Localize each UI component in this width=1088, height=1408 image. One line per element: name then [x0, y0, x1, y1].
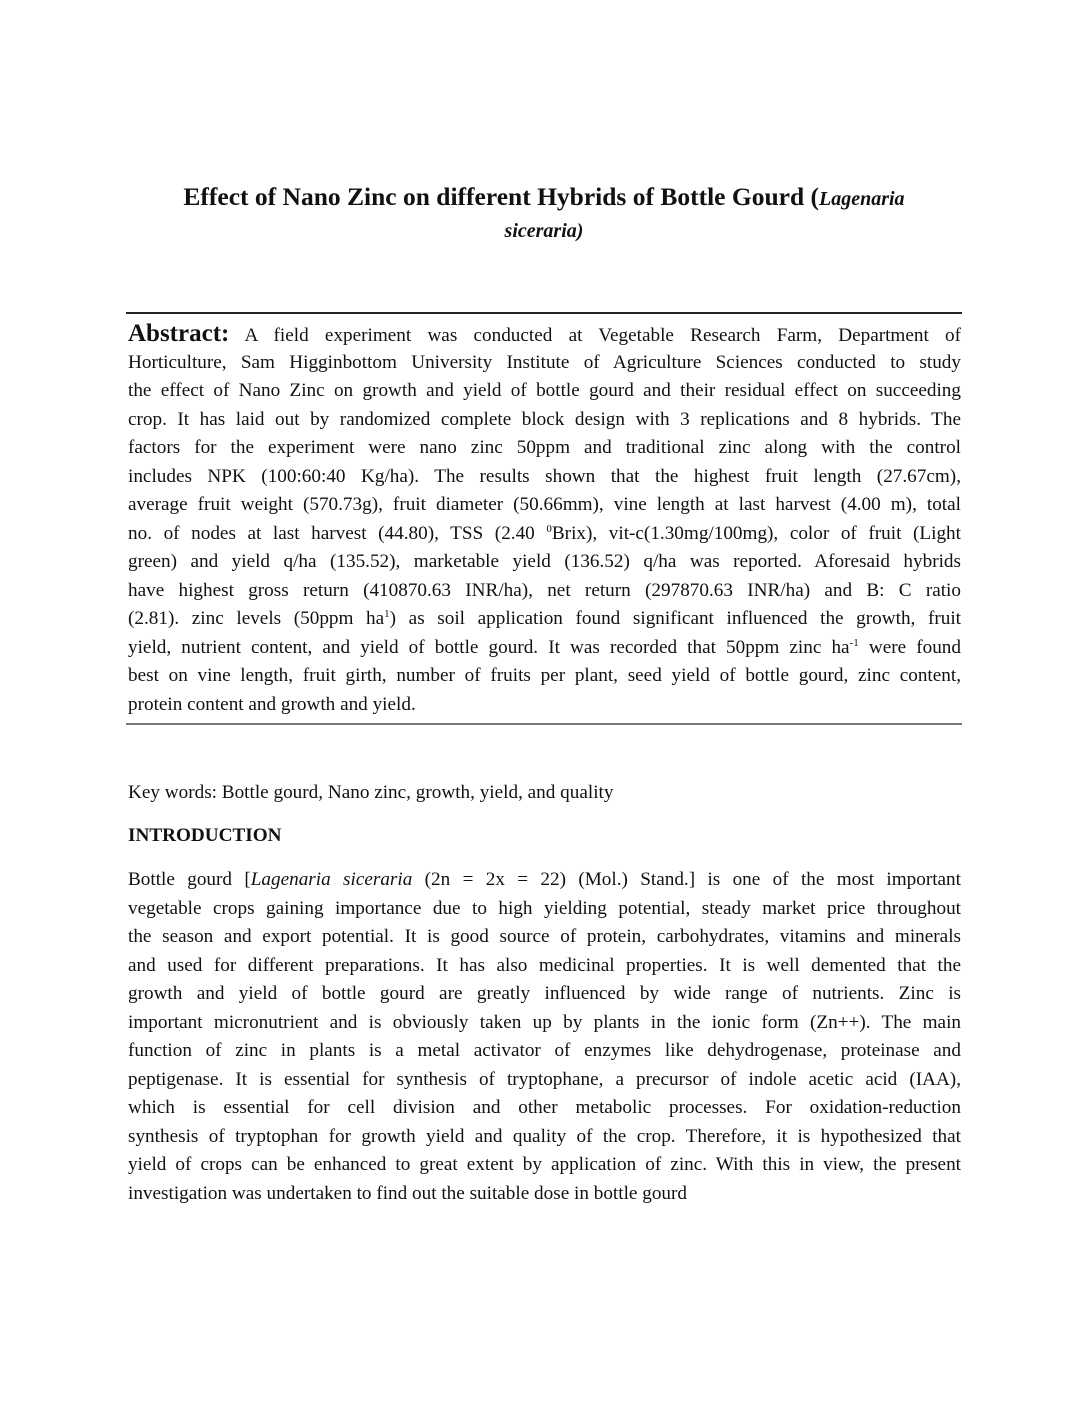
keywords: Key words: Bottle gourd, Nano zinc, growth, yield, and quality	[128, 782, 614, 803]
intro-line: growth and yield of bottle gourd are greatly influenced by wide range of nutrients. Zinc is	[128, 983, 961, 1004]
species-name-italic: Lagenaria siceraria	[250, 869, 413, 890]
intro-line: synthesis of tryptophan for growth yield and quality of the crop. Therefore, it is hypothesized that	[128, 1125, 961, 1147]
abstract-line: Abstract: A field experiment was conducted at Vegetable Research Farm, Department of	[128, 320, 961, 347]
abstract-bottom-rule	[126, 723, 962, 725]
abstract-line: green) and yield q/ha (135.52), marketable yield (136.52) q/ha was reported. Aforesaid hybrids	[128, 551, 961, 572]
abstract-line: have highest gross return (410870.63 INR/ha), net return (297870.63 INR/ha) and B: C ratio	[128, 579, 961, 601]
intro-line: investigation was undertaken to find out the suitable dose in bottle gourd	[128, 1182, 687, 1204]
abstract-label: Abstract:	[128, 320, 230, 347]
abstract-line: includes NPK (100:60:40 Kg/ha). The results shown that the highest fruit length (27.67cm),	[128, 465, 961, 487]
paper-title-line2: siceraria)	[504, 220, 584, 242]
intro-line: the season and export potential. It is good source of protein, carbohydrates, vitamins and minerals	[128, 926, 961, 947]
introduction-paragraph	[128, 866, 961, 1208]
superscript: 0	[546, 522, 552, 535]
intro-line: function of zinc in plants is a metal activator of enzymes like dehydrogenase, proteinase and	[128, 1040, 961, 1061]
intro-line: and used for different preparations. It has also medicinal properties. It is well demented that the	[128, 954, 961, 976]
abstract-line: best on vine length, fruit girth, number of fruits per plant, seed yield of bottle gourd, zinc content,	[128, 665, 961, 686]
abstract-line: factors for the experiment were nano zinc 50ppm and traditional zinc along with the control	[128, 437, 961, 458]
abstract	[128, 320, 961, 719]
title-species-italic: Lagenaria	[819, 188, 905, 210]
abstract-line: average fruit weight (570.73g), fruit diameter (50.66mm), vine length at last harvest (4.00 m), total	[128, 494, 961, 515]
intro-line: yield of crops can be enhanced to great extent by application of zinc. With this in view, the present	[128, 1154, 961, 1175]
abstract-line: yield, nutrient content, and yield of bottle gourd. It was recorded that 50ppm zinc $ha^{-1}$ were found	[128, 636, 961, 658]
intro-line: vegetable crops gaining importance due to high yielding potential, steady market price throughout	[128, 897, 961, 919]
abstract-line: crop. It has laid out by randomized complete block design with 3 replications and 8 hybrids. The	[128, 408, 961, 430]
abstract-line: protein content and growth and yield.	[128, 693, 416, 715]
abstract-top-rule	[126, 312, 962, 314]
abstract-line: (2.81). zinc levels (50ppm $ha^1$) as soil application found significant influenced the growth, fruit	[128, 608, 961, 629]
superscript: -1	[849, 636, 859, 649]
intro-line: which is essential for cell division and other metabolic processes. For oxidation-reduction	[128, 1097, 961, 1118]
section-heading-introduction: INTRODUCTION	[128, 825, 282, 846]
intro-line: Bottle gourd [Lagenaria siceraria (2n = 2x = 22) (Mol.) Stand.] is one of the most important	[128, 869, 961, 890]
abstract-line: Horticulture, Sam Higginbottom University Institute of Agriculture Sciences conducted to study	[128, 351, 961, 373]
paper-title: Effect of Nano Zinc on different Hybrids of Bottle Gourd (Lagenaria	[183, 182, 905, 211]
intro-line: peptigenase. It is essential for synthesis of tryptophane, a precursor of indole acetic acid (IAA),	[128, 1068, 961, 1090]
abstract-line: no. of nodes at last harvest (44.80), TSS (2.40 $^0$Brix), vit-c(1.30mg/100mg), color of fruit (Light	[128, 522, 961, 544]
superscript: 1	[384, 608, 390, 620]
abstract-line: the effect of Nano Zinc on growth and yield of bottle gourd and their residual effect on succeeding	[128, 380, 961, 401]
intro-line: important micronutrient and is obviously taken up by plants in the ionic form (Zn++). The main	[128, 1011, 961, 1033]
